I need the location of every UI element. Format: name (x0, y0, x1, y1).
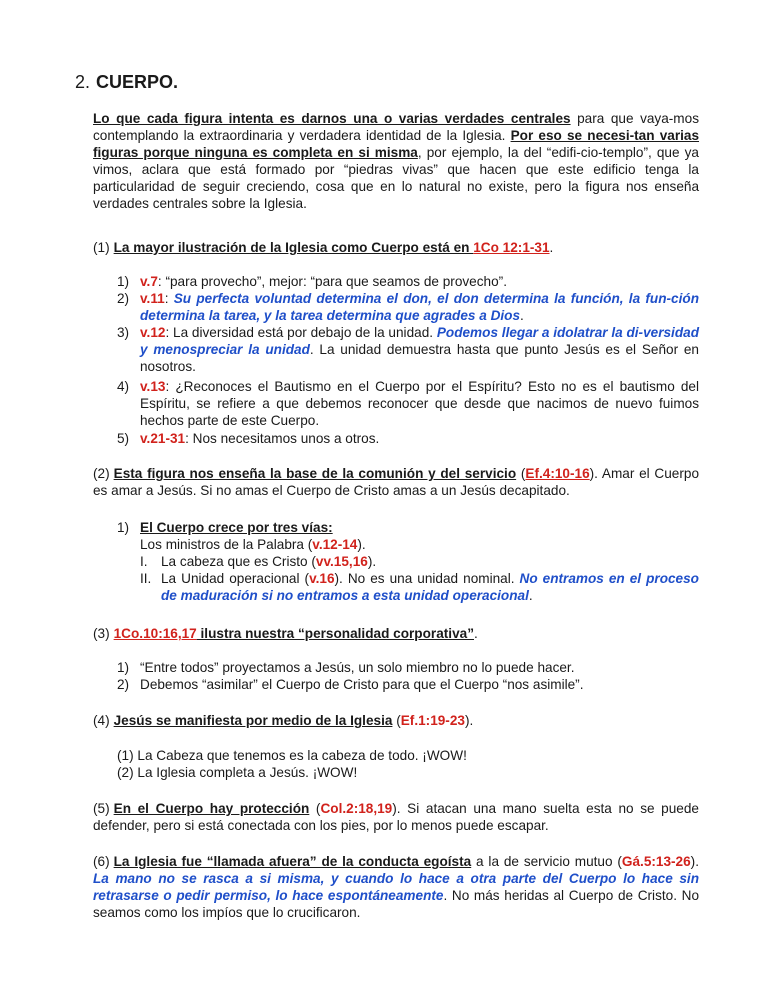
sub-line-end: ). (357, 537, 366, 552)
item-text: : Nos necesitamos unos a otros. (185, 431, 380, 446)
section-1-end: . (549, 240, 554, 255)
section-3-end: . (474, 626, 478, 641)
section-3-reference: 1Co.10:16,17 (113, 626, 197, 641)
section-label: (6) (93, 854, 110, 869)
section-2-open: ( (516, 466, 526, 481)
item-number: 2) (117, 291, 130, 306)
section-3-title (93, 625, 699, 642)
item-text: : ¿Reconoces el Bautismo en el Cuerpo por el Espíritu? Esto no es el bautismo del Espíritu, se refiere a que debemos reconocer que desde que nacimos de nuevo fuimos hechos parte de este Cuerpo. (140, 379, 699, 428)
roman-reference: v.16 (309, 571, 335, 586)
section-5-text: ). Si atacan una mano suelta esta no se puede defender, pero si está conectada con los pies, por lo menos puede escapar. (93, 801, 699, 833)
list-item (117, 747, 699, 764)
item-number: 4) (117, 379, 130, 394)
section-2-reference: Ef.4:10-16 (525, 466, 590, 481)
item-text: : (164, 291, 174, 306)
list-item (117, 676, 699, 693)
roman-text-middle: ). No es una unidad nominal. (334, 571, 520, 586)
section-label: (5) (93, 801, 110, 816)
section-6-reference: Gá.5:13-26 (621, 854, 691, 869)
section-heading (75, 72, 178, 93)
sub-list-title: El Cuerpo crece por tres vías: (140, 520, 333, 535)
section-3-key-phrase: ilustra nuestra “personalidad corporativa” (196, 626, 474, 641)
intro-key-phrase-1: Lo que cada figura intenta es darnos una o varias verdades centrales (93, 111, 571, 126)
item-text: : La diversidad está por debajo de la unidad. (165, 325, 437, 340)
item-text: Debemos “asimilar” el Cuerpo de Cristo para que el Cuerpo “nos asimile”. (140, 677, 584, 692)
item-text-after: . La unidad demuestra hasta que punto Jesús es el Señor en nosotros. (140, 342, 699, 374)
intro-paragraph (93, 110, 699, 212)
item-number: 1) (117, 660, 130, 675)
section-2-text: ). Amar el Cuerpo es amar a Jesús. Si no amas el Cuerpo de Cristo amas a un Jesús decapitado. (93, 466, 700, 498)
section-6-text-3: . No más heridas al Cuerpo de Cristo. No seamos como los impíos que lo crucificaron. (93, 888, 700, 920)
item-text: : “para provecho”, mejor: “para que seamos de provecho”. (157, 274, 507, 289)
item-number: 3) (117, 325, 130, 340)
sub-line-text: Los ministros de la Palabra ( (140, 537, 313, 552)
roman-end: ). (367, 554, 377, 569)
section-6-text-1: a la de servicio mutuo ( (471, 854, 622, 869)
sub-list (117, 519, 699, 553)
section-4-end: ). (464, 713, 474, 728)
section-1-key-phrase: La mayor ilustración de la Iglesia como Cuerpo está en (113, 240, 474, 255)
item-number: 1) (117, 520, 130, 535)
intro-key-phrase-2: Por eso se necesi-tan varias figuras porque ninguna es completa en si misma (93, 128, 700, 160)
heading-title: CUERPO. (96, 72, 179, 92)
roman-number: II. (140, 571, 152, 586)
roman-emphasis: No entramos en el proceso de maduración si no entramos a esta unidad operacional (161, 571, 699, 603)
item-reference: v.11 (140, 291, 165, 306)
item-reference: v.21-31 (140, 431, 186, 446)
section-2-key-phrase: Esta figura nos enseña la base de la comunión y del servicio (113, 466, 517, 481)
section-label: (1) (93, 240, 110, 255)
sub-line-reference: v.12-14 (312, 537, 358, 552)
item-emphasis: Podemos llegar a idolatrar la di-versidad y menospreciar la unidad (140, 325, 700, 357)
section-6-text-2: ). (690, 854, 699, 869)
item-reference: v.7 (140, 274, 158, 289)
list-item (117, 764, 699, 781)
section-6-emphasis: La mano no se rasca a si misma, y cuando lo hace a otra parte del Cuerpo lo hace sin retrasarse o pedir permiso, lo hace espontáneamente (93, 871, 699, 903)
roman-text: La cabeza que es Cristo ( (161, 554, 316, 569)
intro-text-2: , por ejemplo, la del “edifi-cio-templo”, que ya vimos, aclara que está formado por “piedras vivas” que hacen que este edificio tenga la particularidad de seguir creciendo, cosa que en lo natural no existe, pero la figura nos enseña verdades centrales sobre la Iglesia. (93, 145, 699, 211)
item-number: 2) (117, 677, 130, 692)
heading-number: 2. (75, 72, 91, 92)
section-label: (3) (93, 626, 110, 641)
section-4-open: ( (392, 713, 401, 728)
item-reference: v.13 (140, 379, 166, 394)
roman-item (140, 570, 699, 604)
section-label: (2) (93, 466, 110, 481)
section-label: (4) (93, 713, 110, 728)
list-item (117, 324, 699, 375)
item-text: “Entre todos” proyectamos a Jesús, un solo miembro no lo puede hacer. (140, 660, 575, 675)
section-5-reference: Col.2:18,19 (320, 801, 393, 816)
list-item (117, 378, 699, 429)
list-item (117, 290, 699, 324)
item-number: 1) (117, 274, 130, 289)
section-4-title (93, 712, 699, 729)
item-reference: v.12 (140, 325, 166, 340)
list-item (117, 430, 699, 447)
roman-end: . (528, 588, 533, 603)
intro-text-1: para que vaya-mos contemplando la extraordinaria y verdadera identidad de la Iglesia. (93, 111, 699, 143)
section-1-reference: 1Co 12:1-31 (473, 240, 550, 255)
item-text: (2) La Iglesia completa a Jesús. ¡WOW! (117, 765, 358, 780)
roman-text: La Unidad operacional ( (161, 571, 310, 586)
list-item (117, 659, 699, 676)
section-2 (93, 465, 699, 499)
section-1-title (93, 239, 699, 256)
item-text: (1) La Cabeza que tenemos es la cabeza de todo. ¡WOW! (117, 748, 467, 763)
section-5-key-phrase: En el Cuerpo hay protección (113, 801, 310, 816)
roman-reference: vv.15,16 (315, 554, 368, 569)
item-number: 5) (117, 431, 130, 446)
list-item (117, 273, 699, 290)
section-5-open: ( (309, 801, 321, 816)
section-6 (93, 853, 699, 921)
roman-number: I. (140, 554, 148, 569)
item-text-after: . (520, 308, 524, 323)
item-emphasis: Su perfecta voluntad determina el don, el don determina la función, la fun-ción determina la tarea, y la tarea determina que agrades a Dios (140, 291, 699, 323)
section-4-reference: Ef.1:19-23 (400, 713, 465, 728)
section-4-key-phrase: Jesús se manifiesta por medio de la Iglesia (113, 713, 393, 728)
roman-item (140, 553, 699, 570)
section-6-key-phrase: La Iglesia fue “llamada afuera” de la conducta egoísta (113, 854, 472, 869)
section-5 (93, 800, 699, 834)
